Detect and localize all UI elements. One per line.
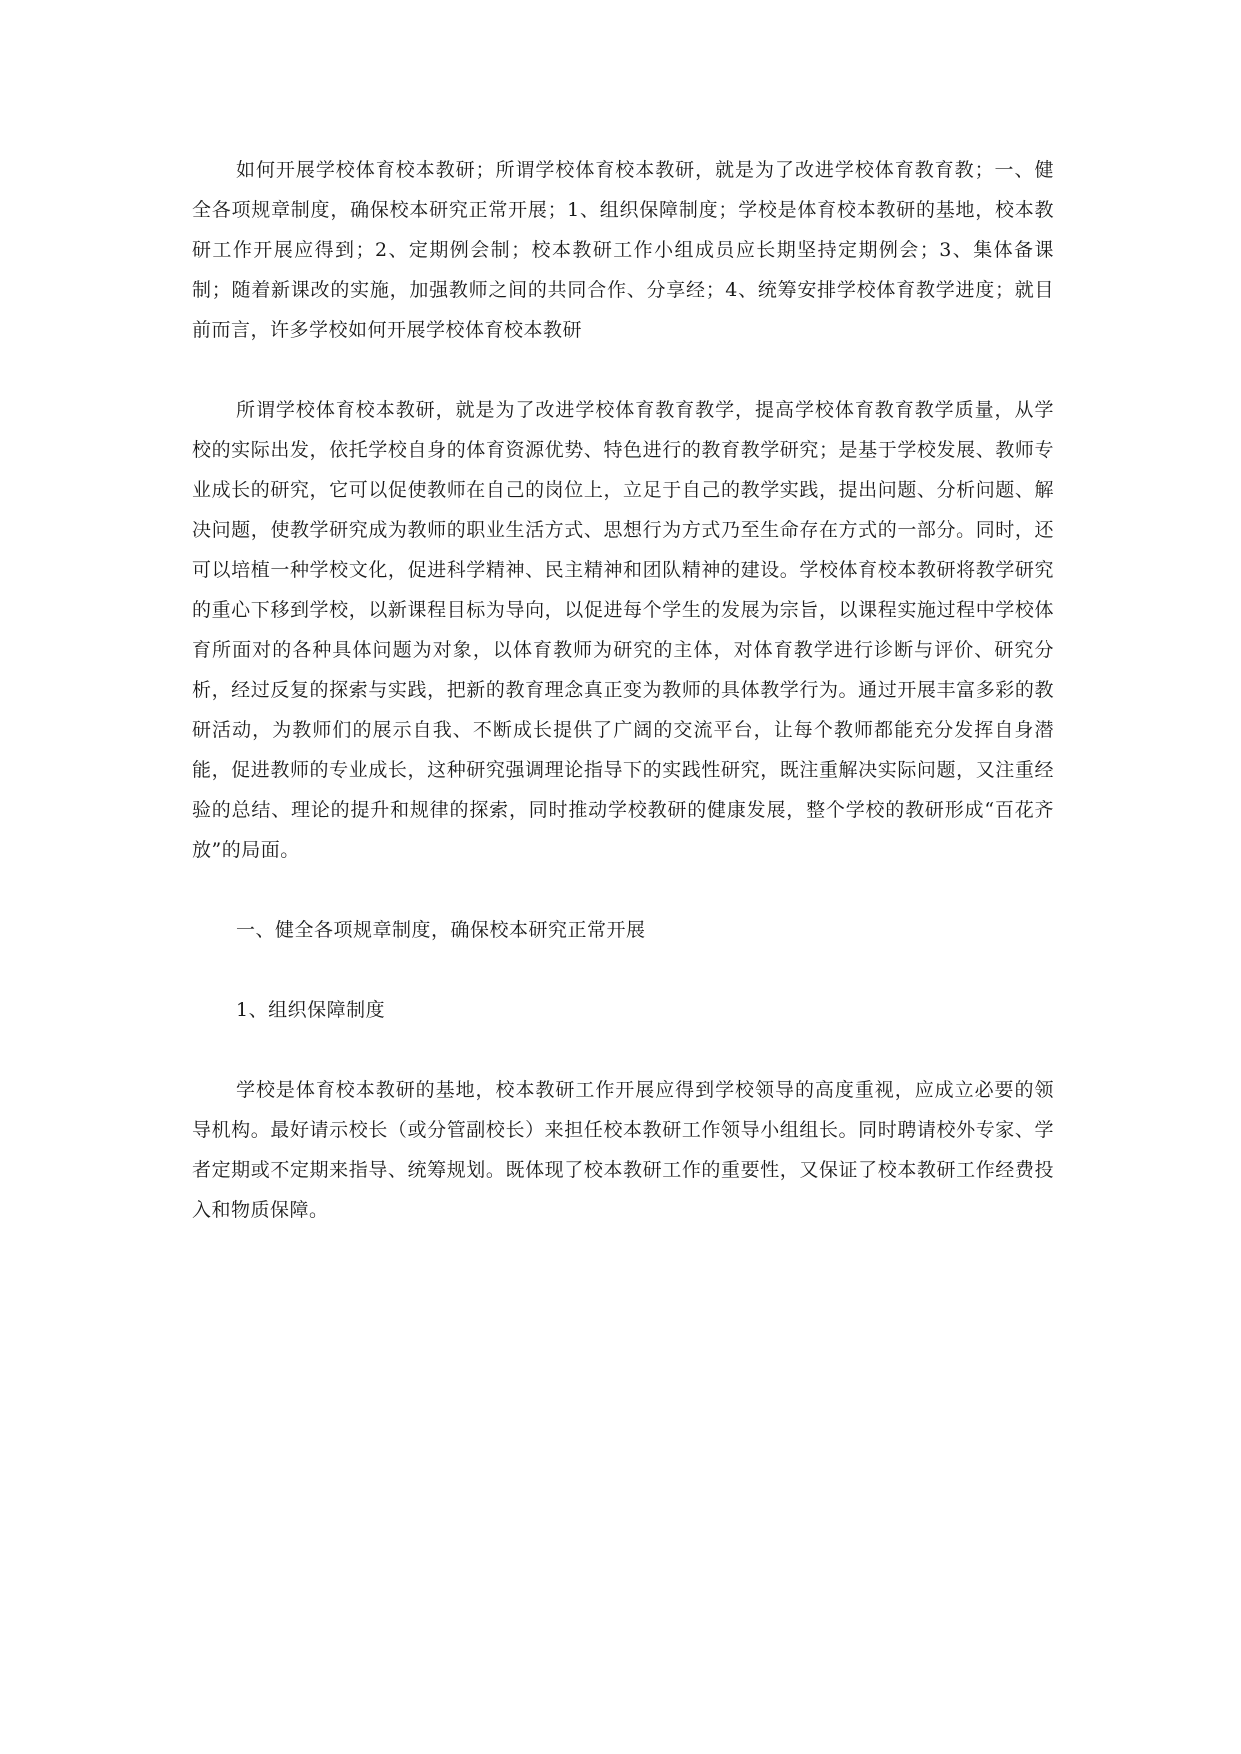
intro-summary-paragraph: 如何开展学校体育校本教研；所谓学校体育校本教研，就是为了改进学校体育教育教；一、健全各项规章制度，确保校本研究正常开展；1、组织保障制度；学校是体育校本教研的基地，校本教研工作开展应得到；2、定期例会制；校本教研工作小组成员应长期坚持定期例会；3、集体备课制；随着新课改的实施，加强教师之间的共同合作、分享经；4、统筹安排学校体育教学进度；就目前而言，许多学校如何开展学校体育校本教研	[192, 159, 1054, 341]
document-body	[192, 150, 1054, 1230]
subsection-heading: 1、组织保障制度	[236, 999, 386, 1021]
section-heading: 一、健全各项规章制度，确保校本研究正常开展	[236, 919, 646, 941]
organization-paragraph: 学校是体育校本教研的基地，校本教研工作开展应得到学校领导的高度重视，应成立必要的领导机构。最好请示校长（或分管副校长）来担任校本教研工作领导小组组长。同时聘请校外专家、学者定期或不定期来指导、统筹规划。既体现了校本教研工作的重要性，又保证了校本教研工作经费投入和物质保障。	[192, 1079, 1054, 1221]
definition-paragraph: 所谓学校体育校本教研，就是为了改进学校体育教育教学，提高学校体育教育教学质量，从学校的实际出发，依托学校自身的体育资源优势、特色进行的教育教学研究；是基于学校发展、教师专业成长的研究，它可以促使教师在自己的岗位上，立足于自己的教学实践，提出问题、分析问题、解决问题，使教学研究成为教师的职业生活方式、思想行为方式乃至生命存在方式的一部分。同时，还可以培植一种学校文化，促进科学精神、民主精神和团队精神的建设。学校体育校本教研将教学研究的重心下移到学校，以新课程目标为导向，以促进每个学生的发展为宗旨，以课程实施过程中学校体育所面对的各种具体问题为对象，以体育教师为研究的主体，对体育教学进行诊断与评价、研究分析，经过反复的探索与实践，把新的教育理念真正变为教师的具体教学行为。通过开展丰富多彩的教研活动，为教师们的展示自我、不断成长提供了广阔的交流平台，让每个教师都能充分发挥自身潜能，促进教师的专业成长，这种研究强调理论指导下的实践性研究，既注重解决实际问题，又注重经验的总结、理论的提升和规律的探索，同时推动学校教研的健康发展，整个学校的教研形成“百花齐放”的局面。	[192, 399, 1054, 861]
